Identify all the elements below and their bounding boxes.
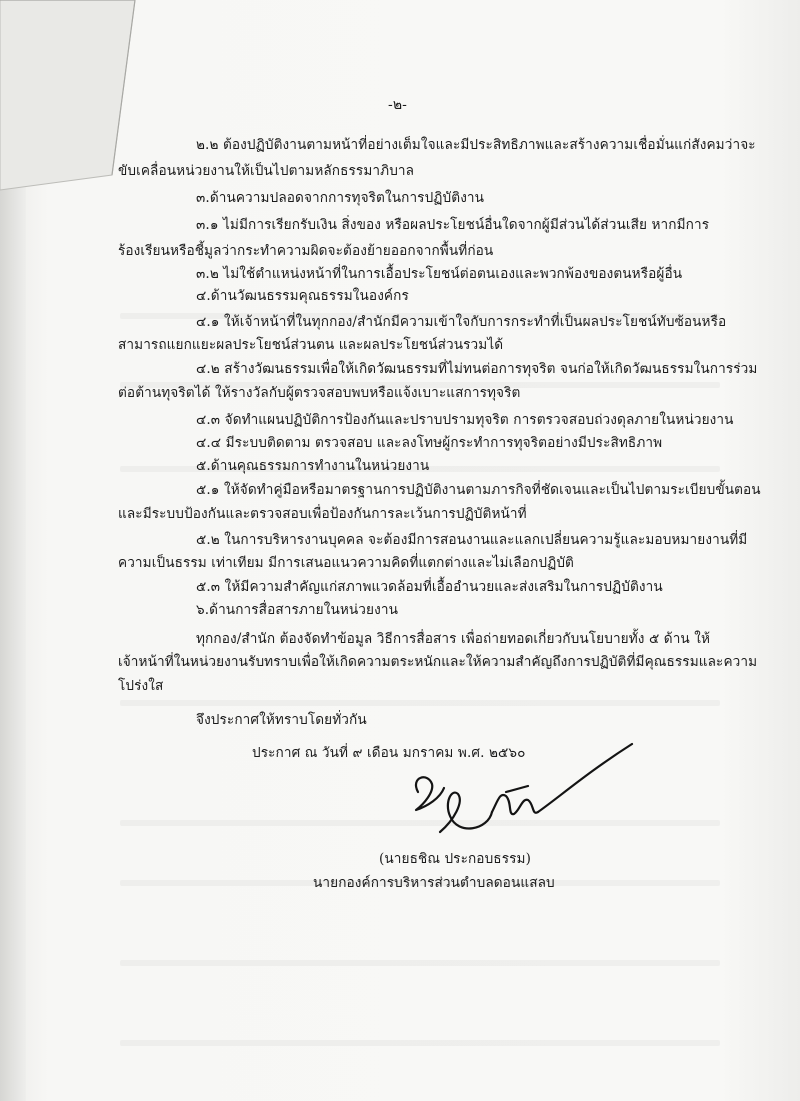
text-line: ๔.๒ สร้างวัฒนธรรมเพื่อให้เกิดวัฒนธรรมที่ไม่ทนต่อการทุจริต จนก่อให้เกิดวัฒนธรรมในการร่วม <box>196 361 758 377</box>
text-line: ต่อต้านทุจริตได้ ให้รางวัลกับผู้ตรวจสอบพบหรือแจ้งเบาะแสการทุจริต <box>118 385 521 401</box>
announcement-date: ประกาศ ณ วันที่ ๙ เดือน มกราคม พ.ศ. ๒๕๖๐ <box>252 745 526 761</box>
section-heading: ๖.ด้านการสื่อสารภายในหน่วยงาน <box>196 602 398 618</box>
text-line: ๕.๑ ให้จัดทำคู่มือหรือมาตรฐานการปฏิบัติงานตามภารกิจที่ชัดเจนและเป็นไปตามระเบียบขั้นตอน <box>196 482 761 498</box>
text-line: ๔.๑ ให้เจ้าหน้าที่ในทุกกอง/สำนักมีความเข้าใจกับการกระทำที่เป็นผลประโยชน์ทับซ้อนหรือ <box>196 314 727 330</box>
text-line: ขับเคลื่อนหน่วยงานให้เป็นไปตามหลักธรรมาภิบาล <box>118 163 415 179</box>
signer-name: (นายธชิณ ประกอบธรรม) <box>379 851 531 867</box>
page-number: -๒- <box>388 97 407 113</box>
text-line: ๔.๓ จัดทำแผนปฏิบัติการป้องกันและปราบปรามทุจริต การตรวจสอบถ่วงดุลภายในหน่วยงาน <box>196 412 734 428</box>
text-line: ทุกกอง/สำนัก ต้องจัดทำข้อมูล วิธีการสื่อสาร เพื่อถ่ายทอดเกี่ยวกับนโยบายทั้ง ๕ ด้าน ให้ <box>196 631 711 647</box>
text-line: และมีระบบป้องกันและตรวจสอบเพื่อป้องกันการละเว้นการปฏิบัติหน้าที่ <box>118 506 527 522</box>
section-heading: ๓.ด้านความปลอดจากการทุจริตในการปฏิบัติงาน <box>196 190 485 206</box>
text-line: ๕.๒ ในการบริหารงานบุคคล จะต้องมีการสอนงานและแลกเปลี่ยนความรู้และมอบหมายงานที่มี <box>196 532 748 548</box>
signature-mark <box>388 732 648 852</box>
section-heading: ๔.ด้านวัฒนธรรมคุณธรรมในองค์กร <box>196 288 409 304</box>
text-line: เจ้าหน้าที่ในหน่วยงานรับทราบเพื่อให้เกิดความตระหนักและให้ความสำคัญถึงการปฏิบัติที่มีคุณธรรมและความ <box>118 654 758 670</box>
text-line: สามารถแยกแยะผลประโยชน์ส่วนตน และผลประโยชน์ส่วนรวมได้ <box>118 337 504 353</box>
text-line: ๓.๒ ไม่ใช้ตำแหน่งหน้าที่ในการเอื้อประโยชน์ต่อตนเองและพวกพ้องของตนหรือผู้อื่น <box>196 266 683 282</box>
text-line: โปร่งใส <box>118 678 164 694</box>
text-line: ความเป็นธรรม เท่าเทียม มีการเสนอแนวความคิดที่แตกต่างและไม่เลือกปฏิบัติ <box>118 555 574 571</box>
announcement-text: จึงประกาศให้ทราบโดยทั่วกัน <box>196 712 367 728</box>
text-line: ๓.๑ ไม่มีการเรียกรับเงิน สิ่งของ หรือผลประโยชน์อื่นใดจากผู้มีส่วนได้ส่วนเสีย หากมีการ <box>196 217 710 233</box>
text-line: ๔.๔ มีระบบติดตาม ตรวจสอบ และลงโทษผู้กระทำการทุจริตอย่างมีประสิทธิภาพ <box>196 435 663 451</box>
text-line: ๒.๒ ต้องปฏิบัติงานตามหน้าที่อย่างเต็มใจและมีประสิทธิภาพและสร้างความเชื่อมั่นแก่สังคมว่าจะ <box>196 137 756 153</box>
text-line: ๕.๓ ให้มีความสำคัญแก่สภาพแวดล้อมที่เอื้ออำนวยและส่งเสริมในการปฏิบัติงาน <box>196 579 663 595</box>
signer-title: นายกองค์การบริหารส่วนตำบลดอนแสลบ <box>313 875 555 891</box>
text-line: ร้องเรียนหรือชี้มูลว่ากระทำความผิดจะต้องย้ายออกจากพื้นที่ก่อน <box>118 243 494 259</box>
section-heading: ๕.ด้านคุณธรรมการทำงานในหน่วยงาน <box>196 458 430 474</box>
